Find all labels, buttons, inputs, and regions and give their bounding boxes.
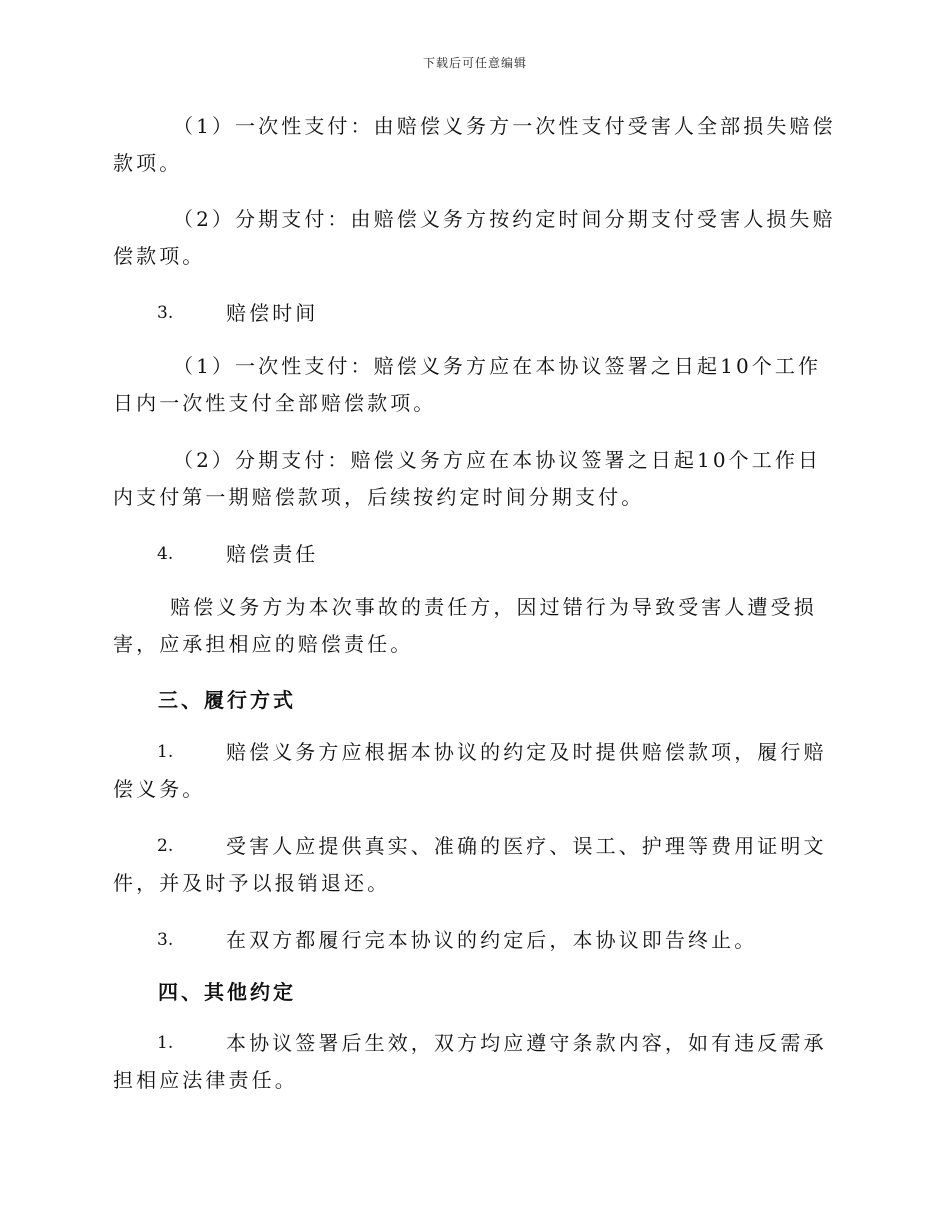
- list-item-provide-payment: [113, 734, 843, 808]
- list-number: 3.: [157, 303, 174, 323]
- section-heading-performance: 三、履行方式: [158, 688, 296, 712]
- list-number: 1.: [157, 742, 174, 762]
- list-item-text: 受害人应提供真实、准确的医疗、误工、护理等费用证明文件，并及时予以报销退还。: [113, 834, 827, 895]
- list-item-text: 赔偿时间: [226, 301, 319, 325]
- list-number: 2.: [157, 836, 174, 856]
- paragraph-installment-payment: （2）分期支付：由赔偿义务方按约定时间分期支付受害人损失赔偿款项。: [113, 207, 836, 268]
- list-item-compensation-time: [113, 295, 843, 332]
- section-heading-other-terms: 四、其他约定: [158, 980, 296, 1004]
- paragraph-lump-sum-payment: （1）一次性支付：由赔偿义务方一次性支付受害人全部损失赔偿款项。: [113, 114, 836, 175]
- paragraph-installment-deadline: （2）分期支付：赔偿义务方应在本协议签署之日起10个工作日内支付第一期赔偿款项，后续按约定时间分期支付。: [113, 448, 822, 509]
- list-item-provide-documents: [113, 828, 843, 902]
- list-item-text: 赔偿责任: [226, 542, 319, 566]
- list-item-termination: [113, 922, 843, 959]
- list-item-text: 本协议签署后生效，双方均应遵守条款内容，如有违反需承担相应法律责任。: [113, 1031, 827, 1092]
- list-item-text: 赔偿义务方应根据本协议的约定及时提供赔偿款项，履行赔偿义务。: [113, 740, 827, 801]
- page-header: 下载后可任意编辑: [422, 56, 527, 70]
- list-item-effectiveness: [113, 1025, 843, 1099]
- paragraph-liability-description: 赔偿义务方为本次事故的责任方，因过错行为导致受害人遭受损害，应承担相应的赔偿责任。: [113, 595, 817, 656]
- list-item-text: 在双方都履行完本协议的约定后，本协议即告终止。: [226, 928, 758, 952]
- paragraph-lump-sum-deadline: （1）一次性支付：赔偿义务方应在本协议签署之日起10个工作日内一次性支付全部赔偿款项。: [113, 354, 822, 415]
- list-item-compensation-liability: [113, 536, 843, 573]
- list-number: 4.: [157, 544, 174, 564]
- list-number: 3.: [157, 930, 174, 950]
- list-number: 1.: [157, 1033, 174, 1053]
